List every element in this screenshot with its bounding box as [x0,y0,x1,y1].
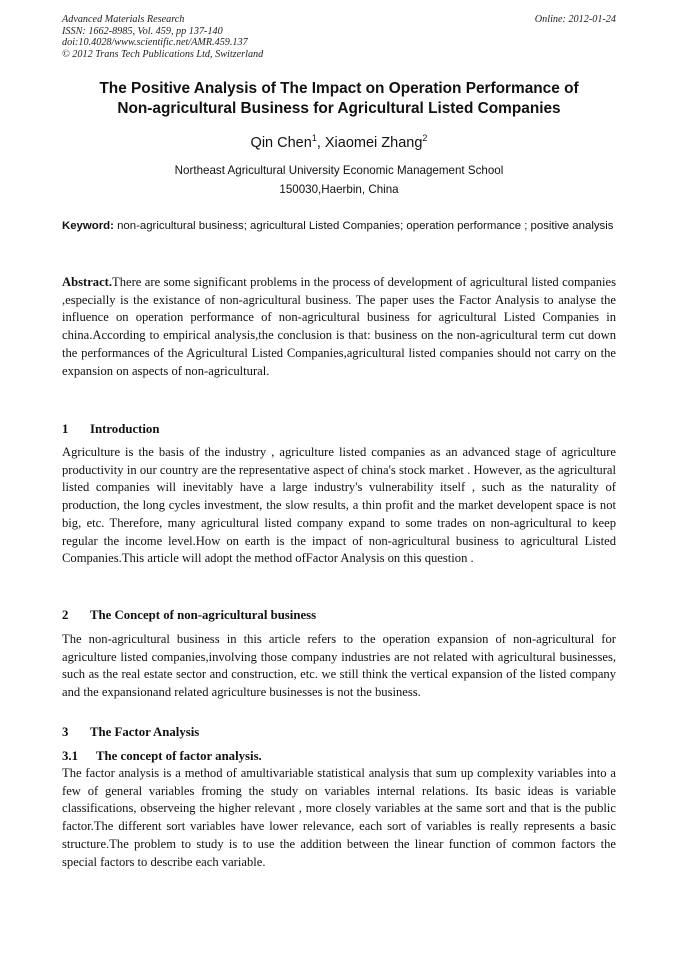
affiliation-line-1: Northeast Agricultural University Economic Management School [174,164,504,177]
subsection-3-1-number: 3.1 [62,749,78,763]
keywords-label: Keyword: [62,220,114,232]
section-3-heading [62,724,199,741]
section-1-body: Agriculture is the basis of the industry , agriculture listed companies as an advanced stage of agriculture productivity in our country are the representative aspect of china's stock market . However, as the agricultural listed companies will inevitably have a large industry's vulnerability itself , such as the naturality of production, the long cycles investment, the slow results, a thin profit and the market developent space is not big, etc. Therefore, many agricultural listed company expand to some trades on non-agricultural to keep regular the income level.How on earth is the impact of non-agricultural business to agricultural Listed Companies.This article will adopt the method ofFactor Analysis on this question . [62,445,616,566]
subsection-3-1-title: The concept of factor analysis. [96,749,262,763]
abstract [62,274,616,380]
section-3-number: 3 [62,725,69,739]
subsection-3-1-heading [62,748,262,765]
section-2-number: 2 [62,608,69,622]
author-1-affil-mark: 1 [311,133,317,143]
author-1: Qin Chen [250,135,312,151]
keywords-text: non-agricultural business; agricultural Listed Companies; operation performance ; positive analysis [117,220,614,232]
title-line-2: Non-agricultural Business for Agricultural Listed Companies [117,100,561,117]
author-2-affil-mark: 2 [422,133,428,143]
doi-line: doi:10.4028/www.scientific.net/AMR.459.137 [62,37,248,49]
keywords [62,217,616,235]
section-2-body: The non-agricultural business in this article refers to the operation expansion of non-agricultural for agriculture listed companies,involving those company industries are not related with agricultural businesses, such as the real estate sector and construction, etc. we still think the vertical expansion of the listed company and the expansionand related agriculture businesses is not the business. [62,632,616,700]
affiliation-line-2: 150030,Haerbin, China [279,183,399,196]
subsection-3-1-body: The factor analysis is a method of amultivariable statistical analysis that sum up complexity variables into a few of general variables froming the study on variables internal relations. Its basic ideas is variable classifications, observeing the higher relevant , more closely variables at the same sort and that is the public factor.The different sort variables have lower relevance, each sort of variables is really represents a basic structure.The problem to study is to use the addition between the linear function of common factors the special factors to describe each variable. [62,766,616,869]
publication-info [62,14,616,60]
abstract-label: Abstract. [62,275,113,289]
section-1-title: Introduction [90,422,160,436]
section-2-title: The Concept of non-agricultural business [90,608,317,622]
section-1-number: 1 [62,422,69,436]
author-list [62,133,616,153]
section-2-heading [62,607,316,624]
section-1-heading [62,421,159,438]
abstract-text: There are some significant problems in the process of development of agricultural listed companies ,especially is the existance of non-agricultural business. The paper uses the Factor Analysis to analyse the influence on operation performance of non-agricultural business for agricultural Listed Companies in china.According to empirical analysis,the conclusion is that: business on the non-agricultural term cut down the performances of the Agricultural Listed Companies,agricultural listed companies should not carry on the expansion on aspects of non-agricultural. [62,275,616,378]
online-date: Online: 2012-01-24 [534,14,616,25]
copyright-line: © 2012 Trans Tech Publications Ltd, Switzerland [62,48,264,60]
journal-name: Advanced Materials Research [62,14,185,25]
paper-title [62,79,616,119]
journal-header [62,14,616,60]
author-2: Xiaomei Zhang [324,135,423,151]
author-separator: , [316,135,325,151]
affiliation [62,161,616,199]
section-3-title: The Factor Analysis [90,725,200,739]
issn-line: ISSN: 1662-8985, Vol. 459, pp 137-140 [62,25,223,37]
title-line-1: The Positive Analysis of The Impact on Operation Performance of [99,80,579,97]
